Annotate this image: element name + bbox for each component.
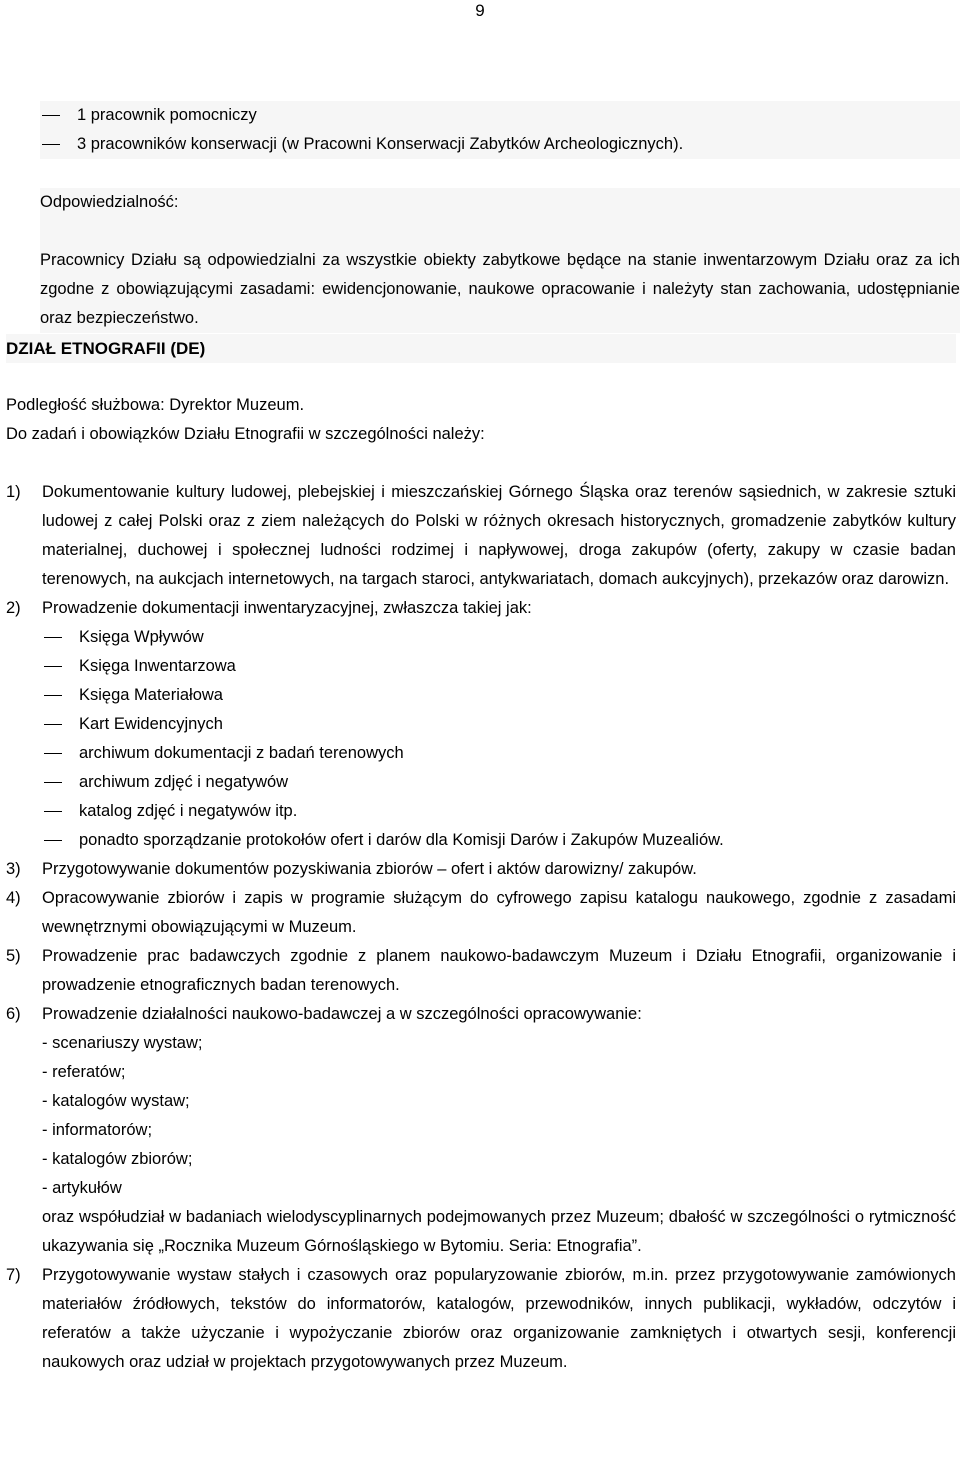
subordination: Podległość służbowa: Dyrektor Muzeum. <box>6 396 305 414</box>
task-item-3 <box>6 855 956 884</box>
documentation-item: ponadto sporządzanie protokołów ofert i darów dla Komisji Darów i Zakupów Muzealiów. <box>42 826 956 855</box>
spacer <box>6 449 956 478</box>
task-number: 6) <box>6 1005 21 1023</box>
task-item-6 <box>6 1000 956 1261</box>
task-number: 7) <box>6 1266 21 1284</box>
staff-list-item: 3 pracowników konserwacji (w Pracowni Konserwacji Zabytków Archeologicznych). <box>40 130 960 159</box>
page-number: 9 <box>475 1 485 20</box>
tasks-list <box>6 478 956 1377</box>
task-text: Prowadzenie działalności naukowo-badawczej a w szczególności opracowywanie: <box>42 1005 642 1023</box>
tasks-intro: Do zadań i obowiązków Działu Etnografii w szczególności należy: <box>6 425 485 443</box>
task-number: 3) <box>6 860 21 878</box>
documentation-item: archiwum zdjęć i negatywów <box>42 768 956 797</box>
responsibility-label: Odpowiedzialność: <box>40 193 179 211</box>
documentation-list <box>42 623 956 855</box>
publications-list <box>42 1029 956 1203</box>
department-title-suffix: (DE) <box>165 339 206 358</box>
responsibility-text: Pracownicy Działu są odpowiedzialni za wszystkie obiekty zabytkowe będące na stanie inwentarzowym Działu oraz za ich zgodne z obowiązującymi zasadami: ewidencjonowanie, naukowe opracowanie i należyty stan zachowania, udostępnianie oraz bezpieczeństwo. <box>40 251 960 327</box>
task-item-4 <box>6 884 956 942</box>
task-number: 5) <box>6 947 21 965</box>
department-content <box>6 391 956 1377</box>
task-text: Przygotowywanie dokumentów pozyskiwania zbiorów – ofert i aktów darowizny/ zakupów. <box>42 860 697 878</box>
documentation-item: katalog zdjęć i negatywów itp. <box>42 797 956 826</box>
task-item-7 <box>6 1261 956 1377</box>
task-text: Przygotowywanie wystaw stałych i czasowych oraz popularyzowanie zbiorów, m.in. przez przygotowywanie zamówionych materiałów źródłowych, tekstów do informatorów, katalogów, przewodników, innych publikacji, wykładów, odczytów i referatów a także użyczanie i wypożyczanie zbiorów oraz organizowanie zamkniętych i otwartych sesji, konferencji naukowych oraz udział w projektach przygotowywanych przez Muzeum. <box>42 1266 956 1371</box>
department-title <box>6 334 956 363</box>
publication-item: - artykułów <box>42 1179 122 1197</box>
documentation-item: Księga Wpływów <box>42 623 956 652</box>
task-number: 4) <box>6 889 21 907</box>
publication-item: - scenariuszy wystaw; <box>42 1034 203 1052</box>
task-text: Prowadzenie prac badawczych zgodnie z planem naukowo-badawczym Muzeum i Działu Etnografii, organizowanie i prowadzenie etnograficznych badan terenowych. <box>42 947 956 994</box>
publication-item: - referatów; <box>42 1063 126 1081</box>
staff-list-block <box>40 101 960 159</box>
responsibility-section <box>40 188 960 333</box>
publication-item: - katalogów zbiorów; <box>42 1150 193 1168</box>
task-item-5 <box>6 942 956 1000</box>
documentation-item: Księga Inwentarzowa <box>42 652 956 681</box>
task-text: Opracowywanie zbiorów i zapis w programie służącym do cyfrowego zapisu katalogu naukowego, zgodnie z zasadami wewnętrznymi obowiązującymi w Muzeum. <box>42 889 956 936</box>
staff-list <box>40 101 960 159</box>
documentation-item: archiwum dokumentacji z badań terenowych <box>42 739 956 768</box>
task-number: 2) <box>6 599 21 617</box>
staff-list-item: 1 pracownik pomocniczy <box>40 101 960 130</box>
task-text: Dokumentowanie kultury ludowej, plebejskiej i mieszczańskiej Górnego Śląska oraz terenów sąsiednich, w zakresie sztuki ludowej z całej Polski oraz z ziem należących do Polski w różnych okresach historycznych, gromadzenie zabytków kultury materialnej, duchowej i społecznej ludności rodzimej i napływowej, droga zakupów (oferty, zakupy w czasie badan terenowych, na aukcjach internetowych, na targach staroci, antykwariatach, domach aukcyjnych), przekazów oraz darowizn. <box>42 483 956 588</box>
task-item-1 <box>6 478 956 594</box>
task-text-continuation: oraz współudział w badaniach wielodyscyplinarnych podejmowanych przez Muzeum; dbałość w szczególności o rytmiczność ukazywania się „Rocznika Muzeum Górnośląskiego w Bytomiu. Seria: Etnografia”. <box>42 1208 956 1255</box>
department-title-bold: DZIAŁ ETNOGRAFII <box>6 339 166 358</box>
documentation-item: Księga Materiałowa <box>42 681 956 710</box>
publication-item: - informatorów; <box>42 1121 153 1139</box>
publication-item: - katalogów wystaw; <box>42 1092 190 1110</box>
task-item-2 <box>6 594 956 855</box>
task-text: Prowadzenie dokumentacji inwentaryzacyjnej, zwłaszcza takiej jak: <box>42 599 532 617</box>
documentation-item: Kart Ewidencyjnych <box>42 710 956 739</box>
task-number: 1) <box>6 483 21 501</box>
